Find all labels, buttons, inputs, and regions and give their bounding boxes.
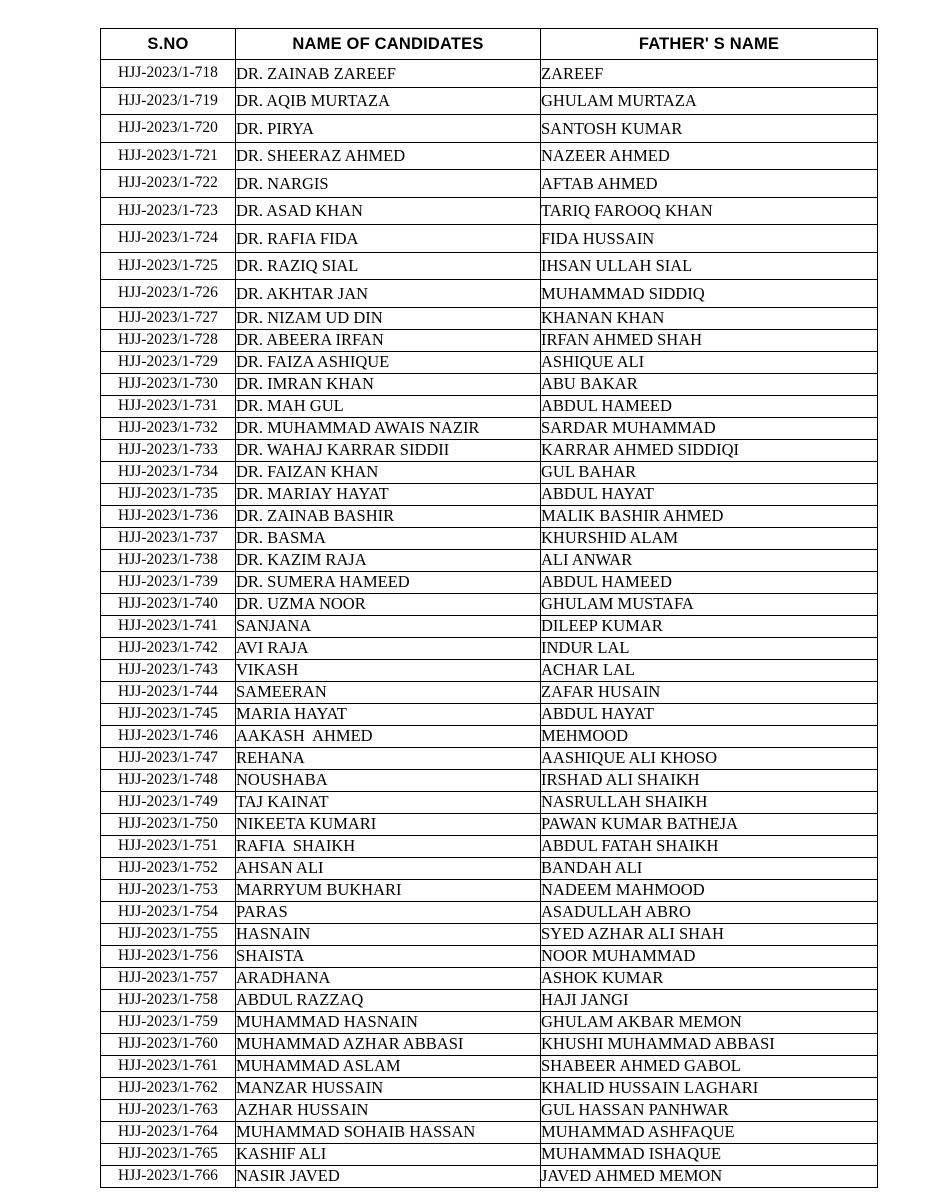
table-row: [101, 791, 878, 813]
cell-serial-number: HJJ-2023/1-731: [101, 395, 236, 417]
cell-father-name: ASHOK KUMAR: [541, 967, 878, 989]
cell-serial-number: HJJ-2023/1-766: [101, 1165, 236, 1187]
cell-serial-number: HJJ-2023/1-722: [101, 170, 236, 198]
cell-candidate-name: SAMEERAN: [236, 681, 541, 703]
cell-candidate-name: AZHAR HUSSAIN: [236, 1099, 541, 1121]
cell-serial-number: HJJ-2023/1-738: [101, 549, 236, 571]
cell-candidate-name: SHAISTA: [236, 945, 541, 967]
cell-candidate-name: NASIR JAVED: [236, 1165, 541, 1187]
table-row: [101, 115, 878, 143]
cell-father-name: KHUSHI MUHAMMAD ABBASI: [541, 1033, 878, 1055]
table-row: [101, 1099, 878, 1121]
table-row: [101, 1143, 878, 1165]
table-row: [101, 461, 878, 483]
cell-serial-number: HJJ-2023/1-739: [101, 571, 236, 593]
cell-candidate-name: DR. IMRAN KHAN: [236, 373, 541, 395]
cell-candidate-name: MUHAMMAD SOHAIB HASSAN: [236, 1121, 541, 1143]
cell-serial-number: HJJ-2023/1-761: [101, 1055, 236, 1077]
table-row: [101, 1033, 878, 1055]
cell-candidate-name: SANJANA: [236, 615, 541, 637]
table-row: [101, 225, 878, 253]
cell-serial-number: HJJ-2023/1-734: [101, 461, 236, 483]
cell-serial-number: HJJ-2023/1-725: [101, 252, 236, 280]
cell-serial-number: HJJ-2023/1-742: [101, 637, 236, 659]
cell-serial-number: HJJ-2023/1-736: [101, 505, 236, 527]
cell-father-name: FIDA HUSSAIN: [541, 225, 878, 253]
cell-father-name: ABDUL HAYAT: [541, 703, 878, 725]
cell-father-name: NADEEM MAHMOOD: [541, 879, 878, 901]
cell-candidate-name: DR. PIRYA: [236, 115, 541, 143]
cell-serial-number: HJJ-2023/1-727: [101, 307, 236, 329]
cell-candidate-name: AHSAN ALI: [236, 857, 541, 879]
cell-father-name: GUL HASSAN PANHWAR: [541, 1099, 878, 1121]
cell-serial-number: HJJ-2023/1-721: [101, 142, 236, 170]
cell-candidate-name: DR. NARGIS: [236, 170, 541, 198]
cell-candidate-name: NOUSHABA: [236, 769, 541, 791]
cell-father-name: ABDUL HAMEED: [541, 571, 878, 593]
cell-serial-number: HJJ-2023/1-723: [101, 197, 236, 225]
cell-father-name: MUHAMMAD SIDDIQ: [541, 280, 878, 308]
cell-serial-number: HJJ-2023/1-754: [101, 901, 236, 923]
cell-father-name: NOOR MUHAMMAD: [541, 945, 878, 967]
cell-father-name: ASHIQUE ALI: [541, 351, 878, 373]
table-row: [101, 615, 878, 637]
cell-serial-number: HJJ-2023/1-753: [101, 879, 236, 901]
cell-candidate-name: DR. MUHAMMAD AWAIS NAZIR: [236, 417, 541, 439]
cell-candidate-name: DR. AQIB MURTAZA: [236, 87, 541, 115]
cell-candidate-name: DR. ASAD KHAN: [236, 197, 541, 225]
table-row: [101, 725, 878, 747]
cell-serial-number: HJJ-2023/1-728: [101, 329, 236, 351]
table-row: [101, 835, 878, 857]
cell-candidate-name: REHANA: [236, 747, 541, 769]
cell-father-name: NAZEER AHMED: [541, 142, 878, 170]
cell-serial-number: HJJ-2023/1-760: [101, 1033, 236, 1055]
cell-father-name: SANTOSH KUMAR: [541, 115, 878, 143]
table-row: [101, 439, 878, 461]
table-row: [101, 329, 878, 351]
table-row: [101, 1165, 878, 1187]
cell-father-name: ABDUL HAYAT: [541, 483, 878, 505]
cell-candidate-name: DR. SUMERA HAMEED: [236, 571, 541, 593]
header-row: [101, 29, 878, 60]
cell-serial-number: HJJ-2023/1-741: [101, 615, 236, 637]
column-header-father: FATHER' S NAME: [541, 29, 878, 60]
cell-serial-number: HJJ-2023/1-762: [101, 1077, 236, 1099]
cell-father-name: MUHAMMAD ISHAQUE: [541, 1143, 878, 1165]
column-header-name: NAME OF CANDIDATES: [236, 29, 541, 60]
cell-father-name: INDUR LAL: [541, 637, 878, 659]
cell-father-name: IRSHAD ALI SHAIKH: [541, 769, 878, 791]
cell-candidate-name: DR. NIZAM UD DIN: [236, 307, 541, 329]
cell-father-name: ABDUL FATAH SHAIKH: [541, 835, 878, 857]
cell-father-name: GHULAM AKBAR MEMON: [541, 1011, 878, 1033]
cell-candidate-name: MARRYUM BUKHARI: [236, 879, 541, 901]
table-row: [101, 571, 878, 593]
table-row: [101, 252, 878, 280]
cell-candidate-name: DR. ZAINAB ZAREEF: [236, 60, 541, 88]
table-row: [101, 395, 878, 417]
table-row: [101, 87, 878, 115]
cell-serial-number: HJJ-2023/1-740: [101, 593, 236, 615]
cell-serial-number: HJJ-2023/1-732: [101, 417, 236, 439]
table-row: [101, 593, 878, 615]
cell-father-name: KHALID HUSSAIN LAGHARI: [541, 1077, 878, 1099]
table-row: [101, 659, 878, 681]
cell-serial-number: HJJ-2023/1-745: [101, 703, 236, 725]
cell-father-name: GUL BAHAR: [541, 461, 878, 483]
cell-candidate-name: PARAS: [236, 901, 541, 923]
table-row: [101, 280, 878, 308]
candidates-table: [100, 28, 878, 1188]
cell-serial-number: HJJ-2023/1-726: [101, 280, 236, 308]
cell-father-name: MALIK BASHIR AHMED: [541, 505, 878, 527]
table-row: [101, 483, 878, 505]
table-row: [101, 549, 878, 571]
table-row: [101, 989, 878, 1011]
cell-serial-number: HJJ-2023/1-719: [101, 87, 236, 115]
cell-father-name: ABU BAKAR: [541, 373, 878, 395]
cell-serial-number: HJJ-2023/1-749: [101, 791, 236, 813]
cell-serial-number: HJJ-2023/1-764: [101, 1121, 236, 1143]
cell-father-name: ALI ANWAR: [541, 549, 878, 571]
cell-candidate-name: DR. FAIZA ASHIQUE: [236, 351, 541, 373]
cell-candidate-name: DR. SHEERAZ AHMED: [236, 142, 541, 170]
cell-serial-number: HJJ-2023/1-729: [101, 351, 236, 373]
cell-serial-number: HJJ-2023/1-752: [101, 857, 236, 879]
cell-serial-number: HJJ-2023/1-747: [101, 747, 236, 769]
cell-father-name: GHULAM MUSTAFA: [541, 593, 878, 615]
cell-candidate-name: RAFIA SHAIKH: [236, 835, 541, 857]
cell-serial-number: HJJ-2023/1-757: [101, 967, 236, 989]
cell-father-name: AFTAB AHMED: [541, 170, 878, 198]
cell-serial-number: HJJ-2023/1-718: [101, 60, 236, 88]
cell-father-name: IRFAN AHMED SHAH: [541, 329, 878, 351]
cell-father-name: SYED AZHAR ALI SHAH: [541, 923, 878, 945]
cell-candidate-name: DR. KAZIM RAJA: [236, 549, 541, 571]
cell-father-name: MUHAMMAD ASHFAQUE: [541, 1121, 878, 1143]
table-row: [101, 879, 878, 901]
cell-father-name: MEHMOOD: [541, 725, 878, 747]
cell-father-name: JAVED AHMED MEMON: [541, 1165, 878, 1187]
cell-candidate-name: DR. MARIAY HAYAT: [236, 483, 541, 505]
cell-candidate-name: NIKEETA KUMARI: [236, 813, 541, 835]
cell-father-name: HAJI JANGI: [541, 989, 878, 1011]
table-row: [101, 417, 878, 439]
cell-serial-number: HJJ-2023/1-746: [101, 725, 236, 747]
cell-candidate-name: DR. RAZIQ SIAL: [236, 252, 541, 280]
cell-candidate-name: VIKASH: [236, 659, 541, 681]
cell-serial-number: HJJ-2023/1-765: [101, 1143, 236, 1165]
table-row: [101, 747, 878, 769]
cell-serial-number: HJJ-2023/1-751: [101, 835, 236, 857]
table-row: [101, 505, 878, 527]
cell-candidate-name: DR. AKHTAR JAN: [236, 280, 541, 308]
cell-father-name: KHANAN KHAN: [541, 307, 878, 329]
cell-candidate-name: TAJ KAINAT: [236, 791, 541, 813]
cell-candidate-name: AAKASH AHMED: [236, 725, 541, 747]
table-row: [101, 351, 878, 373]
table-row: [101, 637, 878, 659]
table-row: [101, 307, 878, 329]
cell-candidate-name: DR. ZAINAB BASHIR: [236, 505, 541, 527]
cell-candidate-name: DR. MAH GUL: [236, 395, 541, 417]
cell-father-name: GHULAM MURTAZA: [541, 87, 878, 115]
table-row: [101, 142, 878, 170]
cell-serial-number: HJJ-2023/1-759: [101, 1011, 236, 1033]
cell-father-name: ASADULLAH ABRO: [541, 901, 878, 923]
table-row: [101, 373, 878, 395]
table-row: [101, 857, 878, 879]
table-row: [101, 60, 878, 88]
cell-father-name: ABDUL HAMEED: [541, 395, 878, 417]
cell-father-name: SARDAR MUHAMMAD: [541, 417, 878, 439]
table-row: [101, 527, 878, 549]
cell-father-name: ACHAR LAL: [541, 659, 878, 681]
cell-candidate-name: DR. BASMA: [236, 527, 541, 549]
table-row: [101, 1055, 878, 1077]
table-row: [101, 703, 878, 725]
cell-candidate-name: KASHIF ALI: [236, 1143, 541, 1165]
cell-father-name: ZAFAR HUSAIN: [541, 681, 878, 703]
cell-candidate-name: DR. RAFIA FIDA: [236, 225, 541, 253]
cell-father-name: AASHIQUE ALI KHOSO: [541, 747, 878, 769]
column-header-sno: S.NO: [101, 29, 236, 60]
cell-serial-number: HJJ-2023/1-743: [101, 659, 236, 681]
table-row: [101, 681, 878, 703]
table-row: [101, 1121, 878, 1143]
cell-candidate-name: MANZAR HUSSAIN: [236, 1077, 541, 1099]
cell-serial-number: HJJ-2023/1-758: [101, 989, 236, 1011]
cell-serial-number: HJJ-2023/1-750: [101, 813, 236, 835]
cell-candidate-name: HASNAIN: [236, 923, 541, 945]
cell-candidate-name: ARADHANA: [236, 967, 541, 989]
cell-candidate-name: AVI RAJA: [236, 637, 541, 659]
cell-father-name: BANDAH ALI: [541, 857, 878, 879]
cell-serial-number: HJJ-2023/1-744: [101, 681, 236, 703]
cell-candidate-name: ABDUL RAZZAQ: [236, 989, 541, 1011]
cell-candidate-name: DR. WAHAJ KARRAR SIDDII: [236, 439, 541, 461]
cell-candidate-name: DR. ABEERA IRFAN: [236, 329, 541, 351]
cell-serial-number: HJJ-2023/1-724: [101, 225, 236, 253]
cell-candidate-name: MUHAMMAD AZHAR ABBASI: [236, 1033, 541, 1055]
table-body: [101, 60, 878, 1188]
cell-candidate-name: DR. UZMA NOOR: [236, 593, 541, 615]
cell-father-name: SHABEER AHMED GABOL: [541, 1055, 878, 1077]
cell-serial-number: HJJ-2023/1-737: [101, 527, 236, 549]
table-header: [101, 29, 878, 60]
table-row: [101, 197, 878, 225]
cell-father-name: KARRAR AHMED SIDDIQI: [541, 439, 878, 461]
table-row: [101, 923, 878, 945]
cell-candidate-name: MARIA HAYAT: [236, 703, 541, 725]
cell-father-name: NASRULLAH SHAIKH: [541, 791, 878, 813]
cell-serial-number: HJJ-2023/1-755: [101, 923, 236, 945]
table-row: [101, 1011, 878, 1033]
cell-serial-number: HJJ-2023/1-720: [101, 115, 236, 143]
table-row: [101, 769, 878, 791]
cell-candidate-name: DR. FAIZAN KHAN: [236, 461, 541, 483]
cell-father-name: DILEEP KUMAR: [541, 615, 878, 637]
cell-candidate-name: MUHAMMAD ASLAM: [236, 1055, 541, 1077]
cell-candidate-name: MUHAMMAD HASNAIN: [236, 1011, 541, 1033]
table-row: [101, 813, 878, 835]
cell-serial-number: HJJ-2023/1-756: [101, 945, 236, 967]
table-row: [101, 945, 878, 967]
table-row: [101, 967, 878, 989]
cell-father-name: KHURSHID ALAM: [541, 527, 878, 549]
cell-serial-number: HJJ-2023/1-748: [101, 769, 236, 791]
cell-father-name: TARIQ FAROOQ KHAN: [541, 197, 878, 225]
cell-serial-number: HJJ-2023/1-763: [101, 1099, 236, 1121]
cell-father-name: ZAREEF: [541, 60, 878, 88]
cell-father-name: IHSAN ULLAH SIAL: [541, 252, 878, 280]
table-row: [101, 170, 878, 198]
cell-serial-number: HJJ-2023/1-733: [101, 439, 236, 461]
cell-serial-number: HJJ-2023/1-730: [101, 373, 236, 395]
table-row: [101, 1077, 878, 1099]
cell-father-name: PAWAN KUMAR BATHEJA: [541, 813, 878, 835]
table-row: [101, 901, 878, 923]
cell-serial-number: HJJ-2023/1-735: [101, 483, 236, 505]
